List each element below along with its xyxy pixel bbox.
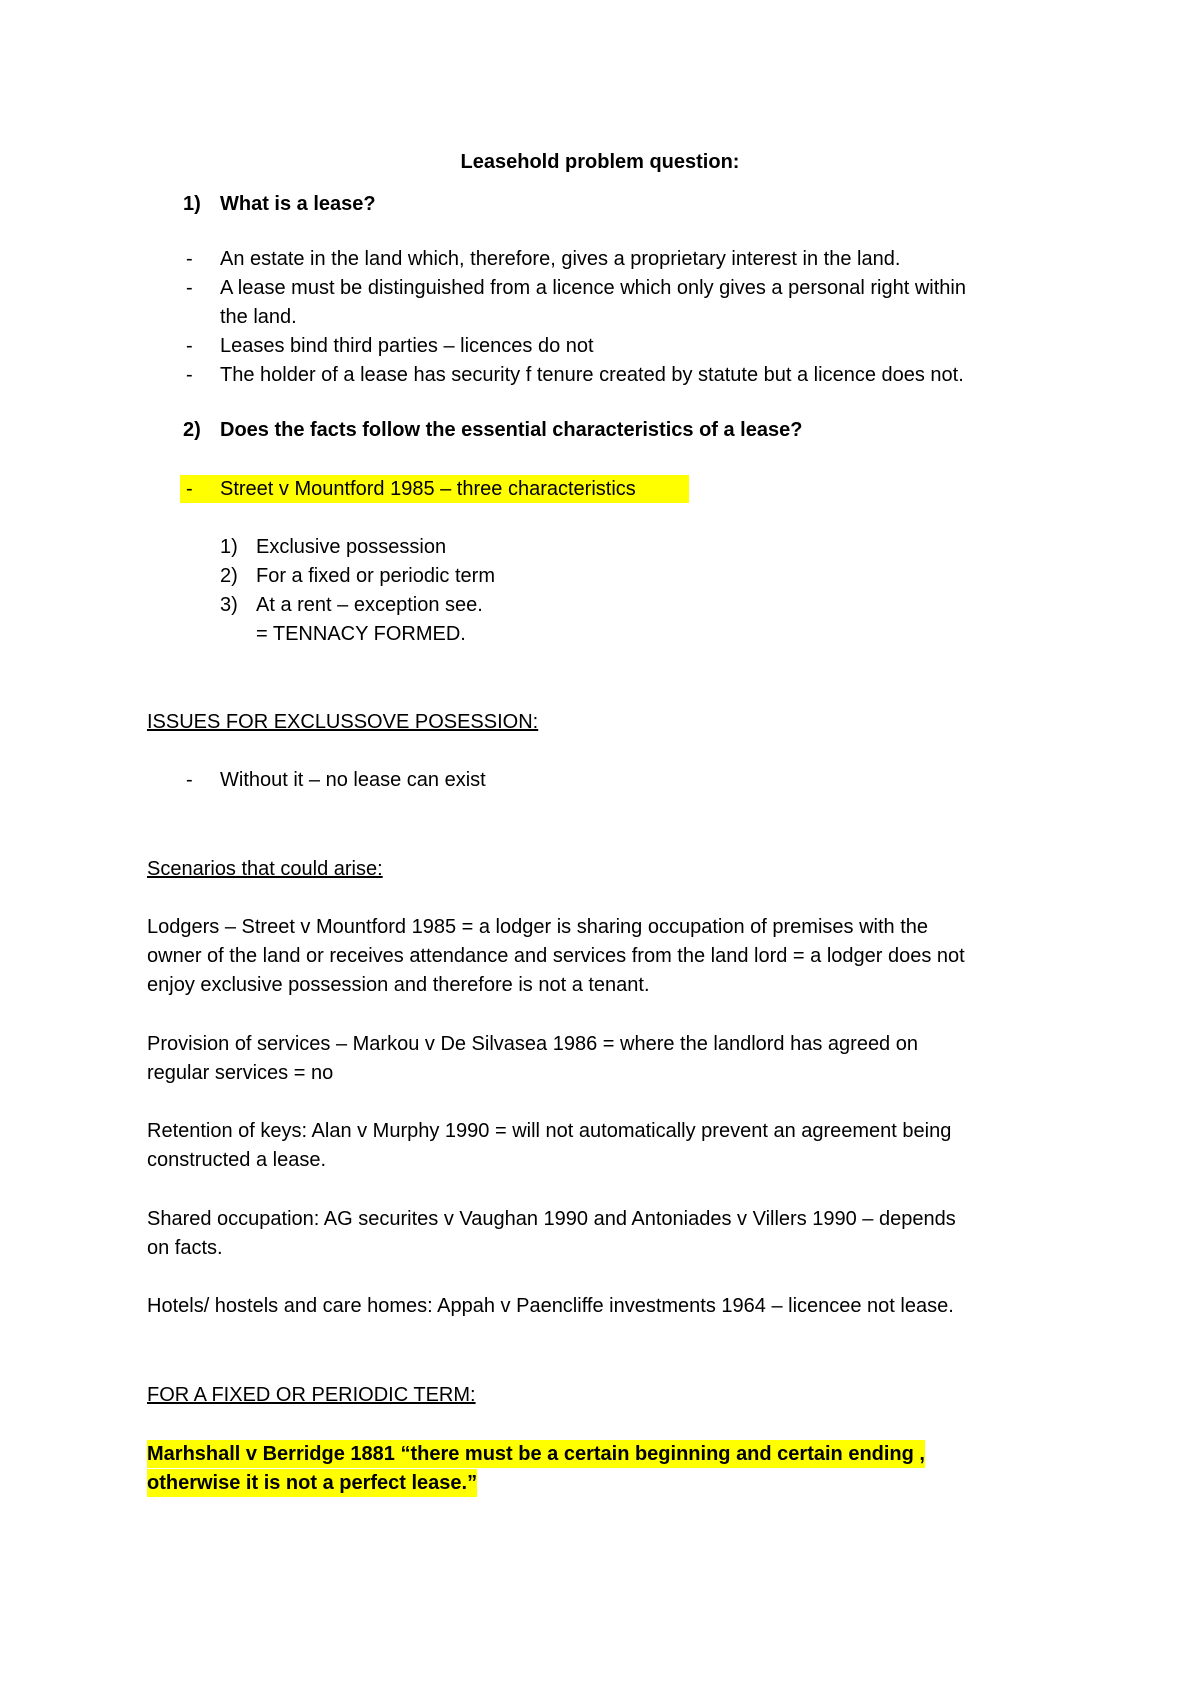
- q2-heading: Does the facts follow the essential characteristics of a lease?: [220, 419, 803, 441]
- bullet-dash: -: [186, 478, 193, 500]
- q2-item-number: 3): [220, 594, 238, 616]
- scenario-services-line: regular services = no: [147, 1062, 334, 1084]
- q2-number: 2): [183, 419, 201, 441]
- highlighted-case-text: Street v Mountford 1985 – three characteristics: [220, 478, 636, 500]
- bullet-dash: -: [186, 769, 193, 791]
- scenario-shared-line: on facts.: [147, 1237, 223, 1259]
- bullet-dash: -: [186, 364, 193, 386]
- bullet-dash: -: [186, 335, 193, 357]
- bullet-dash: -: [186, 248, 193, 270]
- scenarios-heading: Scenarios that could arise:: [147, 858, 383, 880]
- fixed-term-quote-line: otherwise it is not a perfect lease.”: [147, 1469, 477, 1497]
- issues-bullet: Without it – no lease can exist: [220, 769, 486, 791]
- q2-item-text: For a fixed or periodic term: [256, 565, 495, 587]
- q1-bullet: A lease must be distinguished from a licence which only gives a personal right within: [220, 277, 966, 299]
- scenario-lodgers-line: owner of the land or receives attendance and services from the land lord = a lodger does not: [147, 945, 965, 967]
- issues-heading: ISSUES FOR EXCLUSSOVE POSESSION:: [147, 711, 539, 733]
- scenario-hotels-line: Hotels/ hostels and care homes: Appah v Paencliffe investments 1964 – licencee not lease.: [147, 1295, 954, 1317]
- scenario-shared-line: Shared occupation: AG securites v Vaughan 1990 and Antoniades v Villers 1990 – depends: [147, 1208, 956, 1230]
- q2-item-text: Exclusive possession: [256, 536, 447, 558]
- scenario-lodgers-line: enjoy exclusive possession and therefore is not a tenant.: [147, 974, 650, 996]
- scenario-keys-line: constructed a lease.: [147, 1149, 326, 1171]
- fixed-term-heading: FOR A FIXED OR PERIODIC TERM:: [147, 1384, 476, 1406]
- q1-bullet: An estate in the land which, therefore, gives a proprietary interest in the land.: [220, 248, 901, 270]
- q1-bullet-continuation: the land.: [220, 306, 297, 328]
- q1-number: 1): [183, 193, 201, 215]
- fixed-term-quote-line: Marhshall v Berridge 1881 “there must be a certain beginning and certain ending ,: [147, 1440, 925, 1468]
- q1-bullet: The holder of a lease has security f tenure created by statute but a licence does not.: [220, 364, 964, 386]
- q2-item-number: 2): [220, 565, 238, 587]
- bullet-dash: -: [186, 277, 193, 299]
- q2-item-number: 1): [220, 536, 238, 558]
- scenario-keys-line: Retention of keys: Alan v Murphy 1990 = will not automatically prevent an agreement being: [147, 1120, 952, 1142]
- scenario-lodgers-line: Lodgers – Street v Mountford 1985 = a lodger is sharing occupation of premises with the: [147, 916, 929, 938]
- q2-item-text: At a rent – exception see.: [256, 594, 483, 616]
- document-title: Leasehold problem question:: [460, 151, 740, 173]
- q1-heading: What is a lease?: [220, 193, 376, 215]
- scenario-services-line: Provision of services – Markou v De Silvasea 1986 = where the landlord has agreed on: [147, 1033, 918, 1055]
- q2-result: = TENNACY FORMED.: [256, 623, 466, 645]
- q1-bullet: Leases bind third parties – licences do not: [220, 335, 594, 357]
